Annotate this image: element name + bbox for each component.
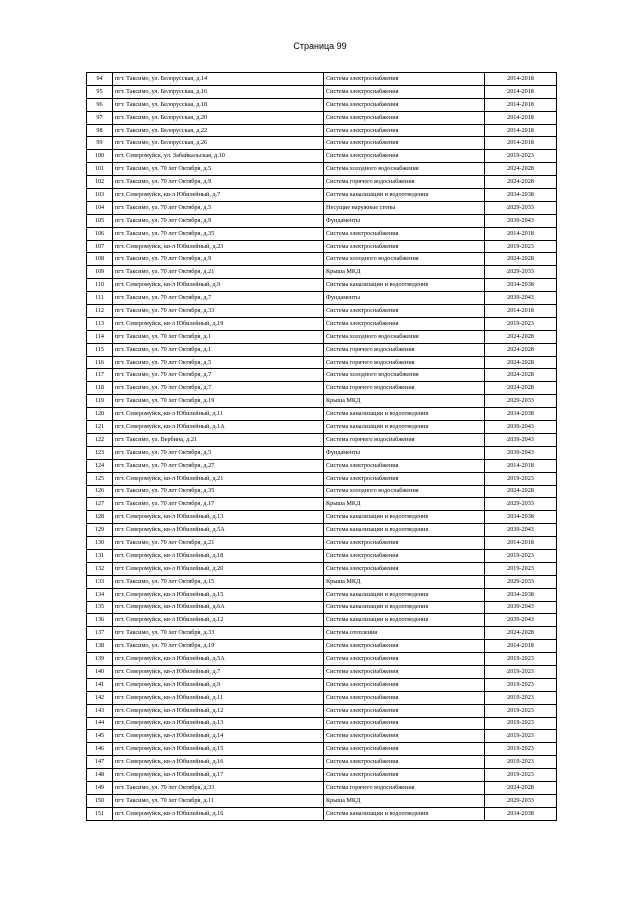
address-cell: пгт. Северомуйск, кв-л Юбилейный, д.11 xyxy=(113,691,324,704)
period-cell: 2034-2038 xyxy=(485,511,557,524)
address-cell: пгт. Таксимо, ул. Белорусская, д.26 xyxy=(113,137,324,150)
system-cell: Система электроснабжения xyxy=(324,111,485,124)
address-cell: пгт. Таксимо, ул. 70 лет Октября, д.1 xyxy=(113,343,324,356)
address-cell: пгт. Северомуйск, кв-л Юбилейный, д.19 xyxy=(113,317,324,330)
period-cell: 2029-2033 xyxy=(485,266,557,279)
row-number-cell: 124 xyxy=(87,459,113,472)
row-number-cell: 133 xyxy=(87,575,113,588)
period-cell: 2014-2018 xyxy=(485,537,557,550)
row-number-cell: 98 xyxy=(87,124,113,137)
address-cell: пгт. Таксимо, ул. 70 лет Октября, д.35 xyxy=(113,227,324,240)
system-cell: Система холодного водоснабжения xyxy=(324,163,485,176)
table-row xyxy=(87,537,557,550)
table-row xyxy=(87,472,557,485)
table-row xyxy=(87,317,557,330)
row-number-cell: 134 xyxy=(87,588,113,601)
period-cell: 2019-2023 xyxy=(485,730,557,743)
row-number-cell: 139 xyxy=(87,653,113,666)
row-number-cell: 146 xyxy=(87,743,113,756)
address-cell: пгт. Таксимо, ул. 70 лет Октября, д.21 xyxy=(113,537,324,550)
table-row xyxy=(87,253,557,266)
address-cell: пгт. Северомуйск, кв-л Юбилейный, д.14 xyxy=(113,730,324,743)
table-row xyxy=(87,73,557,86)
system-cell: Система горячего водоснабжения xyxy=(324,176,485,189)
table-row xyxy=(87,653,557,666)
row-number-cell: 125 xyxy=(87,472,113,485)
address-cell: пгт. Таксимо, ул. 70 лет Октября, д.7 xyxy=(113,292,324,305)
address-cell: пгт. Северомуйск, кв-л Юбилейный, д.12 xyxy=(113,614,324,627)
period-cell: 2019-2023 xyxy=(485,717,557,730)
table-row xyxy=(87,485,557,498)
period-cell: 2019-2023 xyxy=(485,769,557,782)
table-row xyxy=(87,794,557,807)
address-cell: пгт. Таксимо, ул. Белорусская, д.18 xyxy=(113,98,324,111)
table-row xyxy=(87,730,557,743)
table-row xyxy=(87,446,557,459)
system-cell: Система электроснабжения xyxy=(324,137,485,150)
system-cell: Система электроснабжения xyxy=(324,305,485,318)
system-cell: Система электроснабжения xyxy=(324,227,485,240)
period-cell: 2019-2023 xyxy=(485,756,557,769)
system-cell: Крыша МКД xyxy=(324,794,485,807)
table-row xyxy=(87,382,557,395)
period-cell: 2014-2018 xyxy=(485,111,557,124)
table-row xyxy=(87,85,557,98)
table-row xyxy=(87,781,557,794)
address-cell: пгт. Северомуйск, кв-л Юбилейный, д.16 xyxy=(113,807,324,820)
period-cell: 2019-2023 xyxy=(485,743,557,756)
system-cell: Система электроснабжения xyxy=(324,653,485,666)
system-cell: Система электроснабжения xyxy=(324,665,485,678)
address-cell: пгт. Таксимо, ул. 70 лет Октября, д.5 xyxy=(113,356,324,369)
table-row xyxy=(87,111,557,124)
table-row xyxy=(87,498,557,511)
row-number-cell: 147 xyxy=(87,756,113,769)
system-cell: Система канализации и водоотведения xyxy=(324,601,485,614)
address-cell: пгт. Таксимо, ул. 70 лет Октября, д.19 xyxy=(113,640,324,653)
address-cell: пгт. Таксимо, ул. 70 лет Октября, д.33 xyxy=(113,305,324,318)
row-number-cell: 103 xyxy=(87,189,113,202)
system-cell: Крыша МКД xyxy=(324,575,485,588)
address-cell: пгт. Северомуйск, кв-л Юбилейный, д.21 xyxy=(113,472,324,485)
address-cell: пгт. Северомуйск, кв-л Юбилейный, д.23 xyxy=(113,240,324,253)
row-number-cell: 111 xyxy=(87,292,113,305)
address-cell: пгт. Северомуйск, кв-л Юбилейный, д.18 xyxy=(113,549,324,562)
system-cell: Система горячего водоснабжения xyxy=(324,356,485,369)
table-row xyxy=(87,201,557,214)
table-row xyxy=(87,640,557,653)
system-cell: Система холодного водоснабжения xyxy=(324,485,485,498)
table-row xyxy=(87,769,557,782)
period-cell: 2034-2038 xyxy=(485,408,557,421)
period-cell: 2019-2023 xyxy=(485,704,557,717)
address-cell: пгт. Северомуйск, ул. Забайкальская, д.10 xyxy=(113,150,324,163)
row-number-cell: 109 xyxy=(87,266,113,279)
period-cell: 2039-2043 xyxy=(485,524,557,537)
row-number-cell: 104 xyxy=(87,201,113,214)
table-row xyxy=(87,524,557,537)
period-cell: 2024-2028 xyxy=(485,627,557,640)
address-cell: пгт. Таксимо, ул. 70 лет Октября, д.33 xyxy=(113,627,324,640)
system-cell: Система горячего водоснабжения xyxy=(324,343,485,356)
system-cell: Система электроснабжения xyxy=(324,756,485,769)
table-row xyxy=(87,356,557,369)
table-row xyxy=(87,150,557,163)
system-cell: Система электроснабжения xyxy=(324,73,485,86)
system-cell: Система электроснабжения xyxy=(324,537,485,550)
table-row xyxy=(87,330,557,343)
address-cell: пгт. Северомуйск, кв-л Юбилейный, д.17 xyxy=(113,769,324,782)
address-cell: пгт. Северомуйск, кв-л Юбилейный, д.7 xyxy=(113,665,324,678)
table-row xyxy=(87,189,557,202)
period-cell: 2024-2028 xyxy=(485,330,557,343)
table-row xyxy=(87,395,557,408)
system-cell: Система электроснабжения xyxy=(324,743,485,756)
address-cell: пгт. Таксимо, ул. 70 лет Октября, д.9 xyxy=(113,214,324,227)
system-cell: Несущие наружные стены xyxy=(324,201,485,214)
row-number-cell: 117 xyxy=(87,369,113,382)
row-number-cell: 112 xyxy=(87,305,113,318)
period-cell: 2014-2018 xyxy=(485,137,557,150)
address-cell: пгт. Таксимо, ул. Белорусская, д.16 xyxy=(113,85,324,98)
system-cell: Система электроснабжения xyxy=(324,640,485,653)
address-cell: пгт. Северомуйск, кв-л Юбилейный, д.13 xyxy=(113,511,324,524)
table-row xyxy=(87,511,557,524)
system-cell: Система холодного водоснабжения xyxy=(324,369,485,382)
row-number-cell: 144 xyxy=(87,717,113,730)
row-number-cell: 149 xyxy=(87,781,113,794)
row-number-cell: 116 xyxy=(87,356,113,369)
address-cell: пгт. Таксимо, ул. 70 лет Октября, д.9 xyxy=(113,176,324,189)
row-number-cell: 100 xyxy=(87,150,113,163)
address-cell: пгт. Северомуйск, кв-л Юбилейный, д.5А xyxy=(113,653,324,666)
system-cell: Система электроснабжения xyxy=(324,85,485,98)
period-cell: 2039-2043 xyxy=(485,614,557,627)
address-cell: пгт. Таксимо, ул. Белорусская, д.20 xyxy=(113,111,324,124)
row-number-cell: 118 xyxy=(87,382,113,395)
table-row xyxy=(87,214,557,227)
period-cell: 2014-2018 xyxy=(485,227,557,240)
row-number-cell: 121 xyxy=(87,421,113,434)
system-cell: Система горячего водоснабжения xyxy=(324,382,485,395)
row-number-cell: 115 xyxy=(87,343,113,356)
system-cell: Система электроснабжения xyxy=(324,717,485,730)
row-number-cell: 110 xyxy=(87,279,113,292)
period-cell: 2024-2028 xyxy=(485,356,557,369)
system-cell: Система электроснабжения xyxy=(324,150,485,163)
system-cell: Крыша МКД xyxy=(324,498,485,511)
period-cell: 2014-2018 xyxy=(485,124,557,137)
period-cell: 2014-2018 xyxy=(485,85,557,98)
row-number-cell: 150 xyxy=(87,794,113,807)
row-number-cell: 107 xyxy=(87,240,113,253)
table-row xyxy=(87,137,557,150)
table-row xyxy=(87,433,557,446)
system-cell: Крыша МКД xyxy=(324,266,485,279)
address-cell: пгт. Северомуйск, кв-л Юбилейный, д.9 xyxy=(113,678,324,691)
address-cell: пгт. Северомуйск, кв-л Юбилейный, д.16 xyxy=(113,756,324,769)
table-row xyxy=(87,601,557,614)
row-number-cell: 102 xyxy=(87,176,113,189)
address-cell: пгт. Таксимо, ул. 70 лет Октября, д.7 xyxy=(113,382,324,395)
period-cell: 2024-2028 xyxy=(485,781,557,794)
period-cell: 2034-2038 xyxy=(485,807,557,820)
period-cell: 2024-2028 xyxy=(485,382,557,395)
period-cell: 2029-2033 xyxy=(485,201,557,214)
table-row xyxy=(87,227,557,240)
table-row xyxy=(87,369,557,382)
table-row xyxy=(87,176,557,189)
address-cell: пгт. Таксимо, ул. 70 лет Октября, д.35 xyxy=(113,485,324,498)
system-cell: Система электроснабжения xyxy=(324,459,485,472)
period-cell: 2019-2023 xyxy=(485,472,557,485)
period-cell: 2029-2033 xyxy=(485,395,557,408)
row-number-cell: 136 xyxy=(87,614,113,627)
system-cell: Система электроснабжения xyxy=(324,730,485,743)
address-cell: пгт. Таксимо, ул. 70 лет Октября, д.7 xyxy=(113,369,324,382)
period-cell: 2029-2033 xyxy=(485,498,557,511)
table-row xyxy=(87,678,557,691)
table-row xyxy=(87,717,557,730)
period-cell: 2039-2043 xyxy=(485,421,557,434)
system-cell: Система канализации и водоотведения xyxy=(324,588,485,601)
row-number-cell: 123 xyxy=(87,446,113,459)
table-row xyxy=(87,575,557,588)
address-cell: пгт. Северомуйск, кв-л Юбилейный, д.9 xyxy=(113,279,324,292)
period-cell: 2019-2023 xyxy=(485,317,557,330)
table-row xyxy=(87,240,557,253)
table-row xyxy=(87,459,557,472)
row-number-cell: 95 xyxy=(87,85,113,98)
address-cell: пгт. Северомуйск, кв-л Юбилейный, д.5А xyxy=(113,524,324,537)
address-cell: пгт. Северомуйск, кв-л Юбилейный, д.13 xyxy=(113,717,324,730)
address-cell: пгт. Таксимо, ул. 70 лет Октября, д.17 xyxy=(113,498,324,511)
row-number-cell: 96 xyxy=(87,98,113,111)
address-cell: пгт. Таксимо, ул. 70 лет Октября, д.21 xyxy=(113,266,324,279)
period-cell: 2034-2038 xyxy=(485,189,557,202)
row-number-cell: 120 xyxy=(87,408,113,421)
address-cell: пгт. Северомуйск, кв-л Юбилейный, д.20 xyxy=(113,562,324,575)
row-number-cell: 128 xyxy=(87,511,113,524)
system-cell: Система холодного водоснабжения xyxy=(324,330,485,343)
address-cell: пгт. Таксимо, ул. 70 лет Октября, д.5 xyxy=(113,163,324,176)
period-cell: 2014-2018 xyxy=(485,98,557,111)
row-number-cell: 99 xyxy=(87,137,113,150)
period-cell: 2024-2028 xyxy=(485,253,557,266)
system-cell: Система электроснабжения xyxy=(324,98,485,111)
address-cell: пгт. Таксимо, ул. 70 лет Октября, д.19 xyxy=(113,395,324,408)
address-cell: пгт. Северомуйск, кв-л Юбилейный, д.6А xyxy=(113,601,324,614)
address-cell: пгт. Таксимо, ул. Белорусская, д.22 xyxy=(113,124,324,137)
row-number-cell: 119 xyxy=(87,395,113,408)
address-cell: пгт. Таксимо, ул. 70 лет Октября, д.27 xyxy=(113,459,324,472)
period-cell: 2039-2043 xyxy=(485,601,557,614)
system-cell: Система отопления xyxy=(324,627,485,640)
period-cell: 2019-2023 xyxy=(485,653,557,666)
row-number-cell: 151 xyxy=(87,807,113,820)
period-cell: 2034-2038 xyxy=(485,588,557,601)
period-cell: 2039-2043 xyxy=(485,446,557,459)
address-cell: пгт. Таксимо, ул. 70 лет Октября, д.11 xyxy=(113,794,324,807)
system-cell: Система электроснабжения xyxy=(324,769,485,782)
table-row xyxy=(87,614,557,627)
row-number-cell: 114 xyxy=(87,330,113,343)
period-cell: 2039-2043 xyxy=(485,214,557,227)
row-number-cell: 122 xyxy=(87,433,113,446)
row-number-cell: 105 xyxy=(87,214,113,227)
system-cell: Система электроснабжения xyxy=(324,704,485,717)
period-cell: 2014-2018 xyxy=(485,459,557,472)
row-number-cell: 126 xyxy=(87,485,113,498)
system-cell: Система канализации и водоотведения xyxy=(324,511,485,524)
table-row xyxy=(87,305,557,318)
period-cell: 2019-2023 xyxy=(485,665,557,678)
table-row xyxy=(87,549,557,562)
table-row xyxy=(87,421,557,434)
table-row xyxy=(87,163,557,176)
address-cell: пгт. Таксимо, ул. 70 лет Октября, д.5 xyxy=(113,201,324,214)
table-row xyxy=(87,743,557,756)
period-cell: 2019-2023 xyxy=(485,549,557,562)
address-cell: пгт. Северомуйск, кв-л Юбилейный, д.11 xyxy=(113,408,324,421)
period-cell: 2019-2023 xyxy=(485,240,557,253)
period-cell: 2024-2028 xyxy=(485,163,557,176)
row-number-cell: 145 xyxy=(87,730,113,743)
system-cell: Система канализации и водоотведения xyxy=(324,807,485,820)
row-number-cell: 101 xyxy=(87,163,113,176)
row-number-cell: 113 xyxy=(87,317,113,330)
address-cell: пгт. Таксимо, ул. 70 лет Октября, д.33 xyxy=(113,781,324,794)
system-cell: Система электроснабжения xyxy=(324,691,485,704)
system-cell: Система электроснабжения xyxy=(324,678,485,691)
table-row xyxy=(87,408,557,421)
address-cell: пгт. Таксимо, ул. Вербина, д.21 xyxy=(113,433,324,446)
address-cell: пгт. Северомуйск, кв-л Юбилейный, д.15 xyxy=(113,588,324,601)
row-number-cell: 135 xyxy=(87,601,113,614)
period-cell: 2014-2018 xyxy=(485,73,557,86)
period-cell: 2019-2023 xyxy=(485,678,557,691)
address-cell: пгт. Таксимо, ул. 70 лет Октября, д.9 xyxy=(113,253,324,266)
system-cell: Система электроснабжения xyxy=(324,472,485,485)
period-cell: 2039-2043 xyxy=(485,433,557,446)
system-cell: Система горячего водоснабжения xyxy=(324,781,485,794)
system-cell: Фундаменты xyxy=(324,214,485,227)
row-number-cell: 137 xyxy=(87,627,113,640)
table-row xyxy=(87,292,557,305)
table-row xyxy=(87,691,557,704)
address-cell: пгт. Таксимо, ул. Белорусская, д.14 xyxy=(113,73,324,86)
period-cell: 2019-2023 xyxy=(485,691,557,704)
table-row xyxy=(87,807,557,820)
system-cell: Система канализации и водоотведения xyxy=(324,408,485,421)
address-cell: пгт. Северомуйск, кв-л Юбилейный, д.7 xyxy=(113,189,324,202)
row-number-cell: 132 xyxy=(87,562,113,575)
period-cell: 2029-2033 xyxy=(485,794,557,807)
table-row xyxy=(87,279,557,292)
system-cell: Система канализации и водоотведения xyxy=(324,421,485,434)
period-cell: 2014-2018 xyxy=(485,640,557,653)
address-cell: пгт. Северомуйск, кв-л Юбилейный, д.1А xyxy=(113,421,324,434)
period-cell: 2019-2023 xyxy=(485,150,557,163)
period-cell: 2024-2028 xyxy=(485,343,557,356)
table-row xyxy=(87,704,557,717)
period-cell: 2014-2018 xyxy=(485,305,557,318)
system-cell: Система холодного водоснабжения xyxy=(324,253,485,266)
table-row xyxy=(87,98,557,111)
repair-schedule-table xyxy=(86,72,557,821)
system-cell: Фундаменты xyxy=(324,292,485,305)
row-number-cell: 143 xyxy=(87,704,113,717)
system-cell: Система горячего водоснабжения xyxy=(324,433,485,446)
table-row xyxy=(87,756,557,769)
row-number-cell: 108 xyxy=(87,253,113,266)
row-number-cell: 131 xyxy=(87,549,113,562)
period-cell: 2039-2043 xyxy=(485,292,557,305)
period-cell: 2034-2038 xyxy=(485,279,557,292)
table-row xyxy=(87,124,557,137)
address-cell: пгт. Северомуйск, кв-л Юбилейный, д.15 xyxy=(113,743,324,756)
system-cell: Система электроснабжения xyxy=(324,549,485,562)
row-number-cell: 130 xyxy=(87,537,113,550)
table-row xyxy=(87,665,557,678)
system-cell: Система электроснабжения xyxy=(324,317,485,330)
period-cell: 2024-2028 xyxy=(485,369,557,382)
table-row xyxy=(87,627,557,640)
system-cell: Система электроснабжения xyxy=(324,240,485,253)
system-cell: Система канализации и водоотведения xyxy=(324,614,485,627)
system-cell: Крыша МКД xyxy=(324,395,485,408)
row-number-cell: 142 xyxy=(87,691,113,704)
system-cell: Система канализации и водоотведения xyxy=(324,524,485,537)
row-number-cell: 148 xyxy=(87,769,113,782)
table-row xyxy=(87,588,557,601)
table-row xyxy=(87,343,557,356)
system-cell: Фундаменты xyxy=(324,446,485,459)
row-number-cell: 138 xyxy=(87,640,113,653)
system-cell: Система канализации и водоотведения xyxy=(324,189,485,202)
row-number-cell: 97 xyxy=(87,111,113,124)
address-cell: пгт. Таксимо, ул. 70 лет Октября, д.1 xyxy=(113,330,324,343)
system-cell: Система электроснабжения xyxy=(324,124,485,137)
address-cell: пгт. Таксимо, ул. 70 лет Октября, д.5 xyxy=(113,446,324,459)
page-header: Страница 99 xyxy=(293,41,347,51)
row-number-cell: 129 xyxy=(87,524,113,537)
system-cell: Система канализации и водоотведения xyxy=(324,279,485,292)
table-body xyxy=(87,73,557,821)
row-number-cell: 140 xyxy=(87,665,113,678)
row-number-cell: 94 xyxy=(87,73,113,86)
period-cell: 2024-2028 xyxy=(485,176,557,189)
address-cell: пгт. Таксимо, ул. 70 лет Октября, д.15 xyxy=(113,575,324,588)
address-cell: пгт. Северомуйск, кв-л Юбилейный, д.12 xyxy=(113,704,324,717)
table-row xyxy=(87,266,557,279)
row-number-cell: 141 xyxy=(87,678,113,691)
period-cell: 2019-2023 xyxy=(485,562,557,575)
table-row xyxy=(87,562,557,575)
row-number-cell: 106 xyxy=(87,227,113,240)
row-number-cell: 127 xyxy=(87,498,113,511)
period-cell: 2024-2028 xyxy=(485,485,557,498)
system-cell: Система электроснабжения xyxy=(324,562,485,575)
period-cell: 2029-2033 xyxy=(485,575,557,588)
